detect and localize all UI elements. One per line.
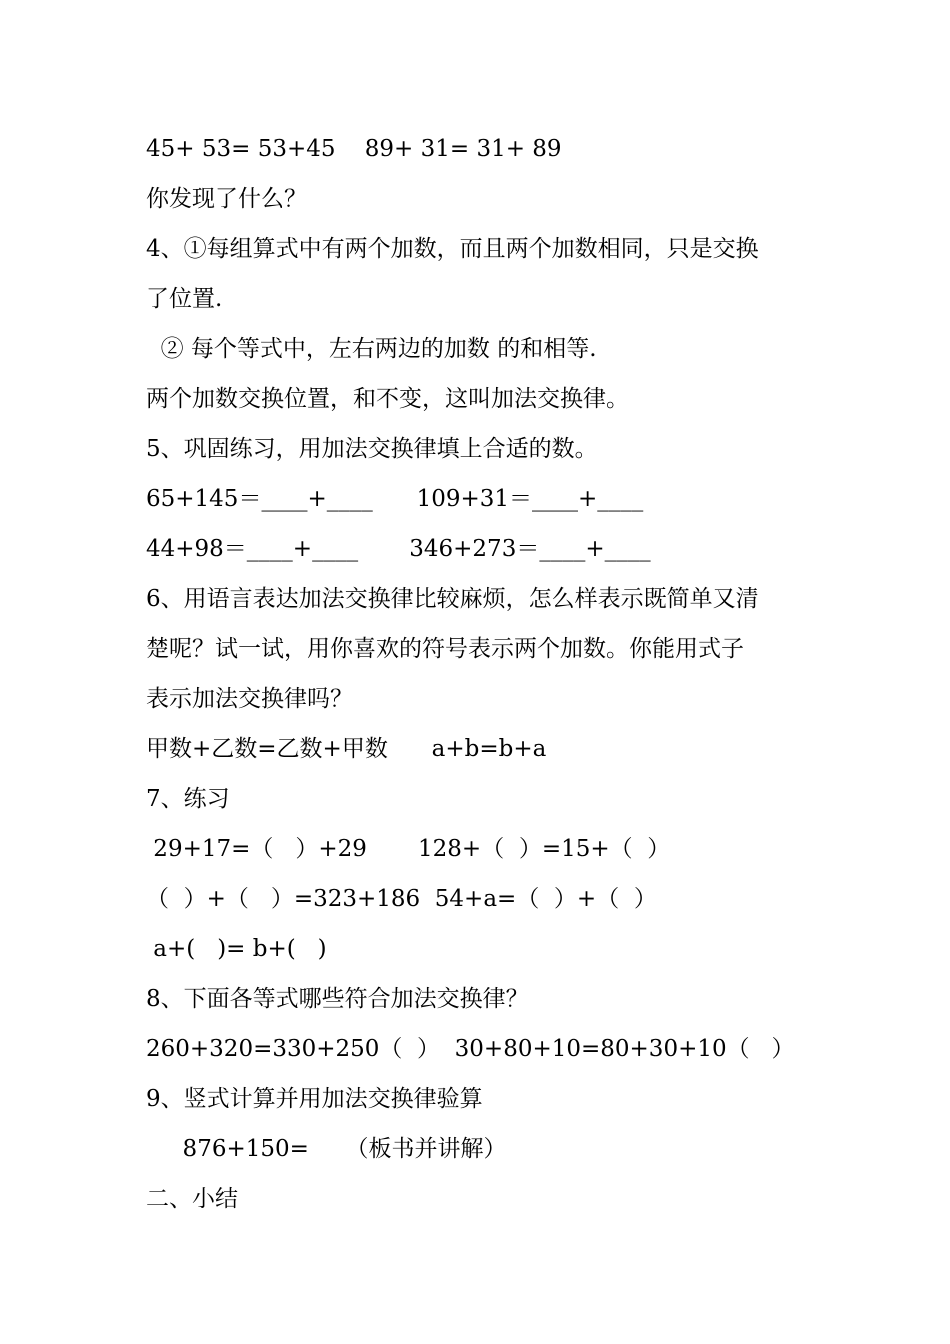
practice-line-1: 65+145＝____+____ 109+31＝____+____ (146, 486, 644, 512)
summary-heading: 二、小结 (146, 1186, 238, 1212)
exercise-line-2: （ ）+（ ）=323+186 54+a=（ ）+（ ） (146, 886, 657, 912)
law-formula-line: 甲数+乙数=乙数+甲数 a+b=b+a (146, 736, 547, 762)
exercise-line-1: 29+17=（ ）+29 128+（ ）=15+（ ） (146, 836, 671, 862)
equation-line-commutative-examples: 45+ 53= 53+45 89+ 31= 31+ 89 (146, 136, 562, 162)
exercise-line-3: a+( )= b+( ) (146, 936, 327, 962)
section-8-equations: 260+320=330+250（ ） 30+80+10=80+30+10（ ） (146, 1036, 795, 1062)
section-7-heading: 7、练习 (146, 786, 230, 812)
section-6-text-3: 表示加法交换律吗？ (146, 686, 353, 712)
section-8-heading: 8、下面各等式哪些符合加法交换律？ (146, 986, 529, 1012)
section-4-point-1: 4、①每组算式中有两个加数，而且两个加数相同，只是交换 (146, 236, 759, 262)
section-6-text-1: 6、用语言表达加法交换律比较麻烦，怎么样表示既简单又清 (146, 586, 759, 612)
section-6-text-2: 楚呢？试一试，用你喜欢的符号表示两个加数。你能用式子 (146, 636, 744, 662)
question-what-found: 你发现了什么？ (146, 186, 307, 212)
section-4-point-2: ② 每个等式中，左右两边的加数 的和相等. (146, 336, 597, 362)
section-9-heading: 9、竖式计算并用加法交换律验算 (146, 1086, 483, 1112)
section-9-problem: 876+150= （板书并讲解） (146, 1136, 507, 1162)
section-4-point-1-cont: 了位置. (146, 286, 223, 312)
practice-line-2: 44+98＝____+____ 346+273＝____+____ (146, 536, 651, 562)
commutative-law-statement: 两个加数交换位置，和不变，这叫加法交换律。 (146, 386, 629, 412)
section-5-heading: 5、巩固练习，用加法交换律填上合适的数。 (146, 436, 598, 462)
